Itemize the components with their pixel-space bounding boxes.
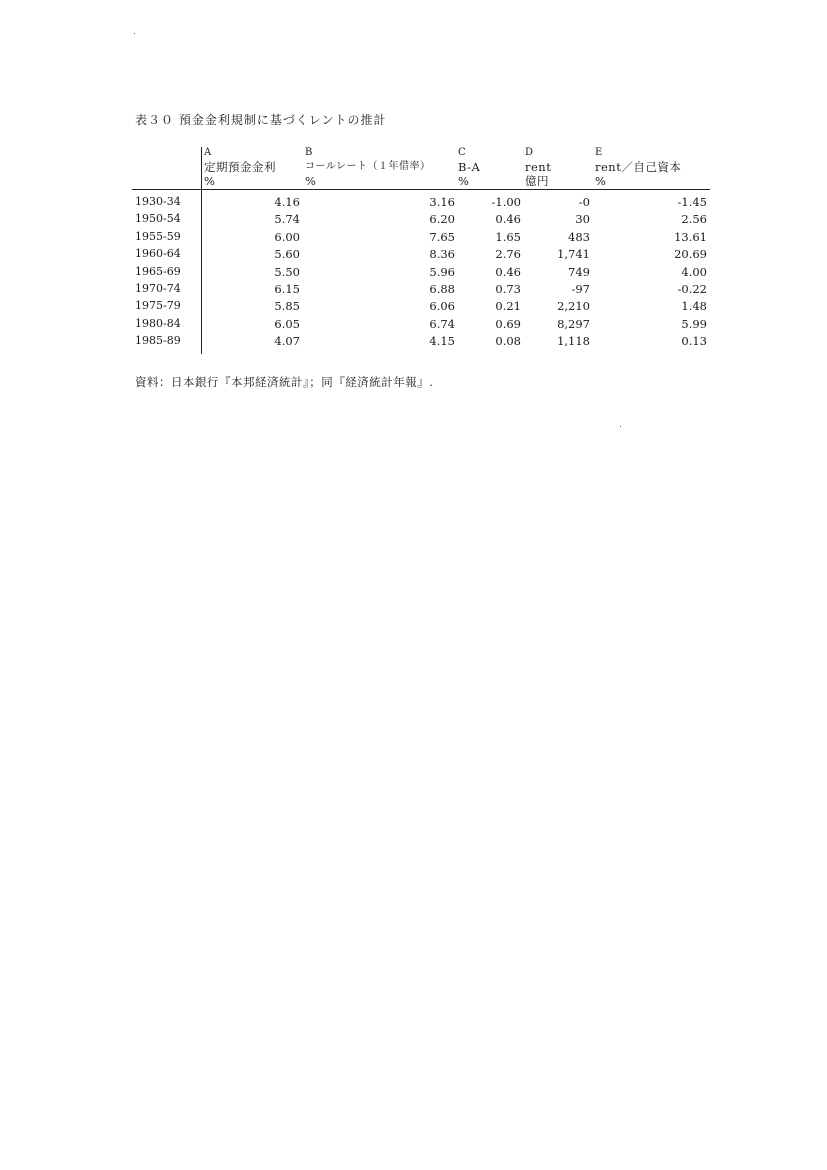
call-rate-cell: 6.06 bbox=[429, 299, 455, 314]
column-name: 定期預金金利 bbox=[204, 160, 276, 174]
rent-cell: 8,297 bbox=[557, 316, 590, 331]
spread-cell: 2.76 bbox=[495, 247, 521, 262]
column-header-c bbox=[458, 146, 480, 188]
rent-ratio-cell: -0.22 bbox=[677, 281, 707, 296]
column-unit: % bbox=[305, 174, 317, 188]
rent-ratio-cell: 13.61 bbox=[674, 229, 707, 244]
spread-cell: 0.08 bbox=[495, 334, 521, 349]
rent-ratio-cell: 2.56 bbox=[681, 212, 707, 227]
source-note: 資料：日本銀行『本邦経済統計』；同『経済統計年報』. bbox=[135, 375, 434, 389]
rent-cell: 1,118 bbox=[557, 334, 590, 349]
deposit-rate-cell: 4.07 bbox=[274, 334, 300, 349]
rent-cell: 30 bbox=[575, 212, 590, 227]
spread-cell: 0.46 bbox=[495, 212, 521, 227]
rent-ratio-cell: 4.00 bbox=[681, 264, 707, 279]
rent-cell: 483 bbox=[568, 229, 590, 244]
table-row bbox=[0, 195, 827, 212]
column-name: B-A bbox=[458, 160, 481, 174]
rent-cell: 1,741 bbox=[557, 247, 590, 262]
table-body bbox=[0, 195, 827, 352]
table-row bbox=[0, 334, 827, 351]
rent-ratio-cell: 5.99 bbox=[681, 316, 707, 331]
deposit-rate-cell: 5.74 bbox=[274, 212, 300, 227]
rent-ratio-cell: 1.48 bbox=[681, 299, 707, 314]
table-row bbox=[0, 282, 827, 299]
call-rate-cell: 7.65 bbox=[429, 229, 455, 244]
table-row bbox=[0, 247, 827, 264]
column-letter: D bbox=[525, 147, 534, 158]
column-unit: % bbox=[595, 174, 607, 188]
period-cell: 1965-69 bbox=[135, 264, 181, 278]
spread-cell: 0.73 bbox=[495, 281, 521, 296]
column-unit: % bbox=[204, 174, 216, 188]
call-rate-cell: 6.20 bbox=[429, 212, 455, 227]
period-cell: 1980-84 bbox=[135, 316, 181, 330]
call-rate-cell: 8.36 bbox=[429, 247, 455, 262]
rent-cell: -0 bbox=[578, 195, 590, 209]
scan-speck bbox=[620, 426, 621, 427]
table-row bbox=[0, 317, 827, 334]
scan-speck bbox=[134, 33, 135, 34]
deposit-rate-cell: 6.15 bbox=[274, 281, 300, 296]
spread-cell: -1.00 bbox=[491, 195, 521, 209]
table-row bbox=[0, 230, 827, 247]
deposit-rate-cell: 5.50 bbox=[274, 264, 300, 279]
period-cell: 1930-34 bbox=[135, 195, 181, 208]
spread-cell: 1.65 bbox=[495, 229, 521, 244]
spread-cell: 0.69 bbox=[495, 316, 521, 331]
period-cell: 1950-54 bbox=[135, 212, 181, 226]
period-cell: 1975-79 bbox=[135, 299, 181, 313]
deposit-rate-cell: 6.00 bbox=[274, 229, 300, 244]
column-letter: A bbox=[204, 147, 212, 158]
period-cell: 1960-64 bbox=[135, 247, 181, 261]
table-row bbox=[0, 212, 827, 229]
spread-cell: 0.21 bbox=[495, 299, 521, 314]
column-letter: E bbox=[595, 147, 603, 158]
deposit-rate-cell: 5.85 bbox=[274, 299, 300, 314]
rent-ratio-cell: 20.69 bbox=[674, 247, 707, 262]
table-row bbox=[0, 265, 827, 282]
rent-cell: 749 bbox=[568, 264, 590, 279]
rent-cell: -97 bbox=[571, 281, 590, 296]
deposit-rate-cell: 4.16 bbox=[274, 195, 300, 209]
table-row bbox=[0, 299, 827, 316]
period-cell: 1970-74 bbox=[135, 281, 181, 295]
call-rate-cell: 4.15 bbox=[429, 334, 455, 349]
column-letter: C bbox=[458, 147, 466, 158]
column-unit: % bbox=[458, 174, 470, 188]
rent-ratio-cell: 0.13 bbox=[681, 334, 707, 349]
column-name: rent／自己資本 bbox=[595, 160, 682, 174]
column-name: rent bbox=[525, 160, 552, 174]
column-letter: B bbox=[305, 147, 313, 158]
header-rule bbox=[132, 189, 710, 190]
column-header-a bbox=[204, 146, 276, 188]
call-rate-cell: 6.88 bbox=[429, 281, 455, 296]
period-cell: 1985-89 bbox=[135, 334, 181, 348]
call-rate-cell: 6.74 bbox=[429, 316, 455, 331]
deposit-rate-cell: 5.60 bbox=[274, 247, 300, 262]
column-unit: 億円 bbox=[525, 174, 549, 188]
rent-ratio-cell: -1.45 bbox=[677, 195, 707, 209]
period-cell: 1955-59 bbox=[135, 229, 181, 243]
call-rate-cell: 3.16 bbox=[429, 195, 455, 209]
column-header-d bbox=[525, 146, 551, 188]
column-header-e bbox=[595, 146, 681, 188]
table-title: 表３０ 預金金利規制に基づくレントの推計 bbox=[135, 113, 387, 127]
call-rate-cell: 5.96 bbox=[429, 264, 455, 279]
column-name: コールレート（１年借率） bbox=[305, 161, 431, 172]
spread-cell: 0.46 bbox=[495, 264, 521, 279]
column-header-b bbox=[305, 146, 431, 188]
rent-cell: 2,210 bbox=[557, 299, 590, 314]
deposit-rate-cell: 6.05 bbox=[274, 316, 300, 331]
